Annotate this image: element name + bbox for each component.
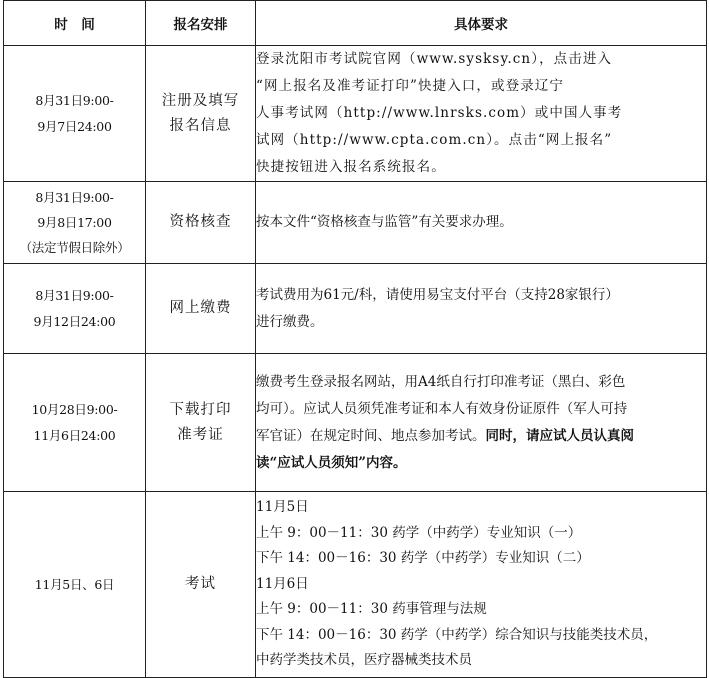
time-cell [4, 354, 146, 492]
arrangement-line: 报名信息 [169, 117, 232, 134]
requirement-cell [256, 492, 707, 678]
table-row [4, 182, 707, 264]
requirement-line: “网上报名及准考证打印”快捷入口，或登录辽宁 [256, 78, 565, 94]
time-line: 10月28日9:00- [31, 401, 118, 417]
requirement-cell [256, 46, 707, 182]
requirement-line: 中药学类技术员，医疗器械类技术员 [256, 652, 472, 669]
arrangement-line: 下载打印 [169, 401, 232, 418]
requirement-line: 上午 9：00－11：30 药学（中药学）专业知识（一） [256, 524, 582, 541]
table-row [4, 264, 707, 354]
requirement-line: 11月6日 [256, 575, 309, 592]
time-cell [4, 182, 146, 264]
requirement-cell [256, 182, 707, 264]
time-cell [4, 492, 146, 678]
time-line: 9月7日24:00 [37, 118, 112, 134]
table-row [4, 46, 707, 182]
requirement-line: 上午 9：00－11：30 药事管理与法规 [256, 601, 487, 618]
time-line: 9月8日17:00 [37, 215, 112, 230]
requirement-line: 进行缴费。 [256, 313, 324, 330]
arrangement-line: 资格核查 [169, 214, 232, 230]
arrangement-cell [146, 354, 256, 492]
header-requirement: 具体要求 [256, 1, 707, 46]
requirement-line: 考试费用为61元/科，请使用易宝支付平台（支持28家银行） [256, 286, 619, 303]
time-cell [4, 264, 146, 354]
requirement-text: 军官证）在规定时间、地点参加考试。 [256, 427, 486, 444]
requirement-cell [256, 264, 707, 354]
requirement-line: 按本文件“资格核查与监管”有关要求办理。 [256, 214, 513, 230]
requirement-line: 均可）。应试人员须凭准考证和本人有效身份证原件（军人可持 [256, 400, 628, 417]
arrangement-line: 注册及填写 [161, 92, 240, 109]
arrangement-line: 考试 [185, 576, 216, 592]
requirement-emphasis-line: 读“应试人员须知”内容。 [256, 454, 407, 471]
header-row [4, 1, 707, 46]
requirement-line: 快捷按钮进入报名系统报名。 [256, 159, 446, 175]
requirement-line: 下午 14：00－16：30 药学（中药学）专业知识（二） [256, 550, 590, 567]
arrangement-cell [146, 182, 256, 264]
arrangement-cell [146, 46, 256, 182]
time-line: 8月31日9:00- [35, 287, 114, 303]
table-row [4, 354, 707, 492]
time-line: 8月31日9:00- [35, 190, 114, 205]
arrangement-line: 网上缴费 [169, 300, 232, 316]
schedule-table [3, 0, 707, 678]
requirement-line: 下午 14：00－16：30 药学（中药学）综合知识与技能类技术员， [256, 626, 658, 643]
requirement-line: 人事考试网（http://www.lnrsks.com）或中国人事考 [256, 105, 623, 121]
requirement-line: 试网（http://www.cpta.com.cn）。点击“网上报名” [256, 132, 613, 148]
header-time: 时 间 [4, 1, 146, 46]
table-row [4, 492, 707, 678]
requirement-emphasis: 同时，请应试人员认真阅 [485, 427, 634, 444]
time-line: 9月12日24:00 [33, 313, 116, 329]
time-line: （法定节假日除外） [19, 240, 130, 255]
time-cell [4, 46, 146, 182]
requirement-line [256, 423, 706, 450]
time-line: 11月5日、6日 [34, 576, 115, 592]
arrangement-cell [146, 264, 256, 354]
arrangement-line: 准考证 [177, 426, 224, 443]
time-line: 11月6日24:00 [33, 427, 116, 443]
header-arrangement: 报名安排 [146, 1, 256, 46]
requirement-line: 登录沈阳市考试院官网（www.sysksy.cn），点击进入 [256, 51, 613, 67]
time-line: 8月31日9:00- [35, 92, 114, 108]
requirement-cell [256, 354, 707, 492]
arrangement-cell [146, 492, 256, 678]
requirement-line: 缴费考生登录报名网站，用A4纸自行打印准考证（黑白、彩色 [256, 373, 626, 390]
requirement-line: 11月5日 [256, 499, 309, 516]
